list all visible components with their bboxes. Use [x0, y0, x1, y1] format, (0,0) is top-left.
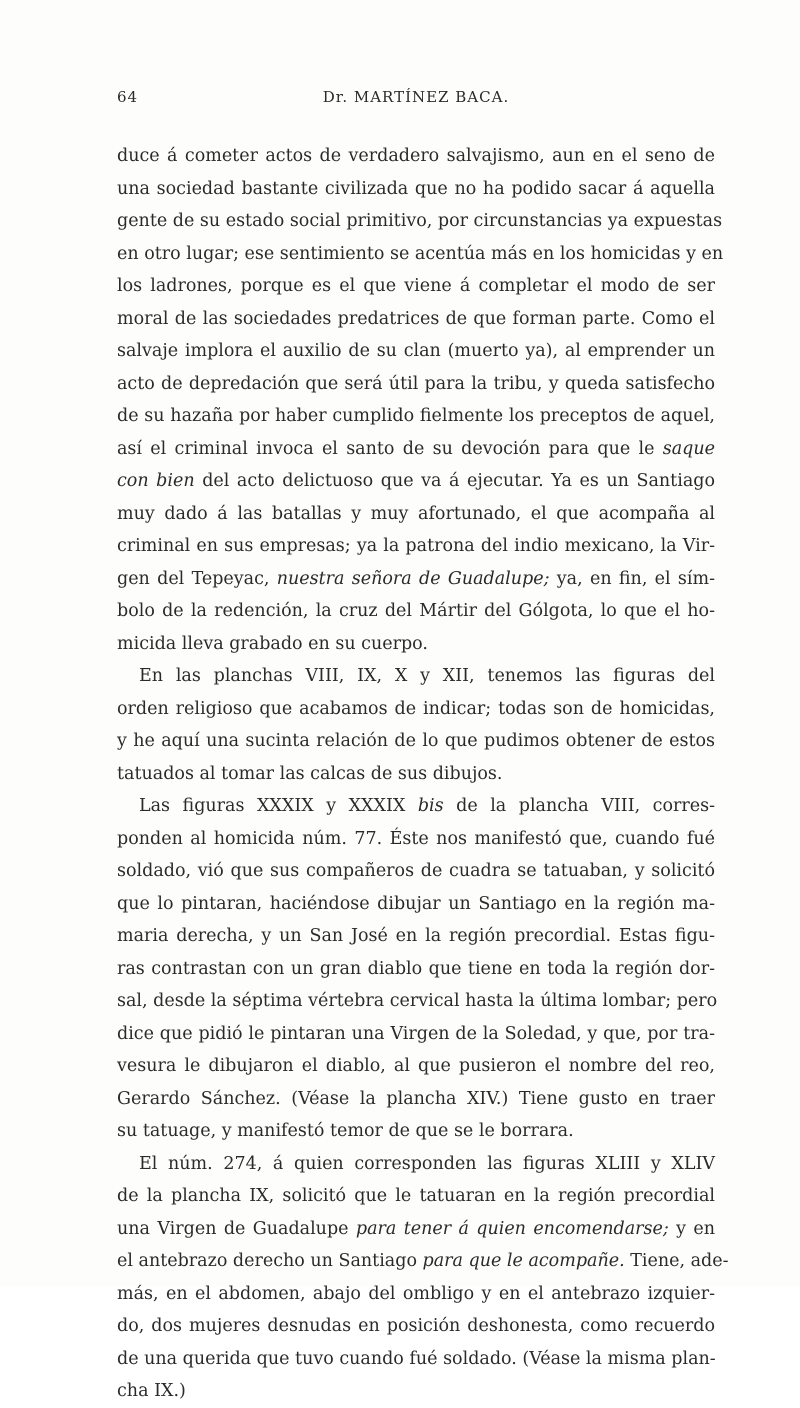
text-line: criminal en sus empresas; ya la patrona del indio mexicano, la Vir- — [117, 536, 715, 556]
italic-phrase: para que le acompañe. — [422, 1251, 625, 1271]
page-number: 64 — [117, 88, 139, 106]
text-line: gente de su estado social primitivo, por circunstancias ya expuestas — [117, 211, 723, 231]
text-segment: una Virgen de Guadalupe — [117, 1218, 356, 1239]
text-line: El núm. 274, á quien corresponden las figuras XLIII y XLIV — [139, 1153, 715, 1174]
text-line: su tatuage, y manifestó temor de que se le borrara. — [117, 1121, 574, 1141]
text-line: bolo de la redención, la cruz del Mártir del Gólgota, lo que el ho- — [117, 601, 715, 621]
italic-phrase: con bien — [117, 471, 195, 491]
text-line: salvaje implora el auxilio de su clan (muerto ya), al emprender un — [117, 341, 715, 361]
text-line: más, en el abdomen, abajo del ombligo y en el antebrazo izquier- — [117, 1283, 715, 1304]
text-line: moral de las sociedades predatrices de que forman parte. Como el — [117, 308, 715, 329]
text-segment: del acto delictuoso que va á ejecutar. Ya es un Santiago — [202, 471, 715, 491]
text-segment: Las figuras XXXIX y XXXIX — [139, 796, 418, 816]
text-line — [117, 563, 715, 596]
text-line: acto de depredación que será útil para la tribu, y queda satisfecho — [117, 373, 715, 394]
italic-phrase: bis — [417, 796, 444, 816]
text-line: do, dos mujeres desnudas en posición deshonesta, como recuerdo — [117, 1316, 715, 1336]
text-segment: así el criminal invoca el santo de su devoción para que le — [117, 438, 663, 459]
text-line: Gerardo Sánchez. (Véase la plancha XIV.) Tiene gusto en traer — [117, 1088, 715, 1109]
text-segment: de la plancha VIII, corres- — [443, 796, 716, 816]
italic-phrase: para tener á quien encomendarse; — [355, 1218, 669, 1239]
text-line: vesura le dibujaron el diablo, al que pusieron el nombre del reo, — [117, 1056, 715, 1076]
text-line: de su hazaña por haber cumplido fielmente los preceptos de aquel, — [117, 406, 715, 426]
text-line — [117, 433, 715, 466]
text-line: una sociedad bastante civilizada que no ha podido sacar á aquella — [117, 178, 715, 199]
italic-phrase: saque — [662, 438, 715, 459]
text-line: En las planchas VIII, IX, X y XII, tenemos las figuras del — [139, 666, 715, 686]
text-line: de una querida que tuvo cuando fué soldado. (Véase la misma plan- — [117, 1348, 716, 1369]
page-header — [117, 88, 715, 112]
text-line: y he aquí una sucinta relación de lo que pudimos obtener de estos — [117, 731, 715, 751]
text-line — [117, 1213, 715, 1246]
text-line — [117, 465, 715, 498]
text-line: duce á cometer actos de verdadero salvajismo, aun en el seno de — [117, 146, 715, 166]
text-line: tatuados al tomar las calcas de sus dibujos. — [117, 763, 503, 784]
body-text — [117, 140, 729, 1408]
running-head: Dr. MARTÍNEZ BACA. — [322, 88, 510, 106]
text-segment: Tiene, ade- — [624, 1251, 729, 1271]
text-line: ponden al homicida núm. 77. Éste nos manifestó que, cuando fué — [117, 828, 715, 849]
text-line: muy dado á las batallas y muy afortunado, el que acompaña al — [117, 503, 715, 524]
text-line: los ladrones, porque es el que viene á completar el modo de ser — [117, 276, 715, 296]
text-line: soldado, vió que sus compañeros de cuadra se tatuaban, y solicitó — [117, 861, 715, 881]
text-line: en otro lugar; ese sentimiento se acentúa más en los homicidas y en — [117, 243, 724, 264]
text-line: maria derecha, y un San José en la región precordial. Estas figu- — [117, 926, 715, 946]
text-segment: ya, en fin, el sím- — [549, 568, 715, 589]
text-line: que lo pintaran, haciéndose dibujar un Santiago en la región ma- — [117, 893, 715, 914]
text-line: cha IX.) — [117, 1381, 186, 1401]
text-segment: y en — [668, 1218, 716, 1239]
text-line: dice que pidió le pintaran una Virgen de la Soledad, y que, por tra- — [117, 1023, 715, 1044]
text-line: de la plancha IX, solicitó que le tatuaran en la región precordial — [117, 1186, 715, 1206]
text-segment: el antebrazo derecho un Santiago — [117, 1251, 423, 1271]
text-line: sal, desde la séptima vértebra cervical hasta la última lombar; pero — [117, 991, 718, 1011]
text-line: orden religioso que acabamos de indicar; todas son de homicidas, — [117, 698, 715, 719]
italic-phrase: nuestra señora de Guadalupe; — [276, 568, 550, 589]
text-line: micida lleva grabado en su cuerpo. — [117, 633, 428, 654]
text-line — [117, 790, 715, 823]
text-segment: gen del Tepeyac, — [117, 568, 277, 589]
text-line — [117, 1245, 729, 1278]
text-line: ras contrastan con un gran diablo que tiene en toda la región dor- — [117, 958, 715, 979]
